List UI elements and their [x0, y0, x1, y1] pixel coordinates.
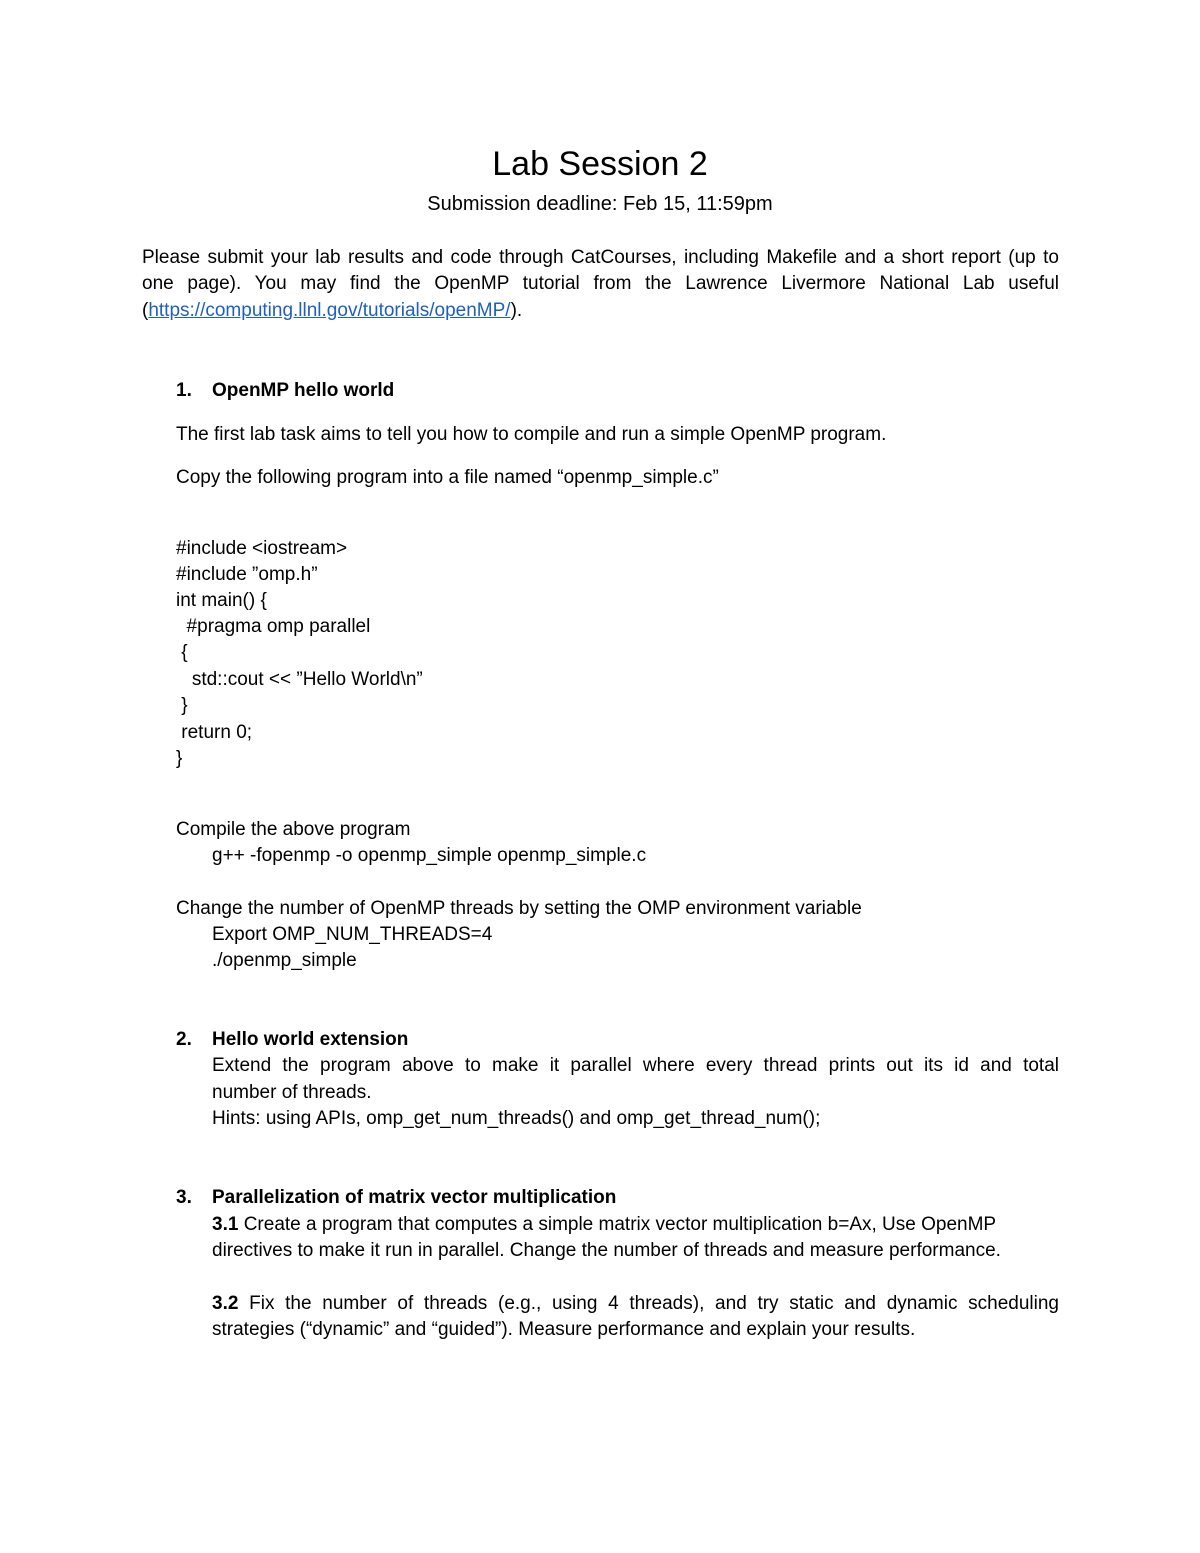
code-line: } — [176, 695, 188, 716]
page-title: Lab Session 2 — [492, 145, 708, 183]
code-line: #include <iostream> — [176, 538, 348, 559]
section-2-hints: Hints: using APIs, omp_get_num_threads() and omp_get_thread_num(); — [212, 1108, 821, 1129]
section-1-paragraph-2: Copy the following program into a file named “openmp_simple.c” — [176, 467, 719, 488]
section-1-number: 1. — [176, 380, 192, 401]
subsection-3-2-text: Fix the number of threads (e.g., using 4 threads), and try static and dynamic scheduling — [238, 1293, 1059, 1314]
code-line: { — [176, 642, 188, 663]
code-line: } — [176, 748, 183, 769]
intro-open-paren: ( — [142, 300, 149, 321]
section-1-heading: OpenMP hello world — [212, 380, 395, 401]
intro-line-3 — [142, 298, 522, 324]
compile-label: Compile the above program — [176, 819, 411, 840]
section-2-line-2: number of threads. — [212, 1082, 372, 1103]
code-line: #include ”omp.h” — [176, 564, 318, 585]
threads-command-export: Export OMP_NUM_THREADS=4 — [212, 924, 493, 945]
section-3-2-line-2: strategies (“dynamic” and “guided”). Measure performance and explain your results. — [212, 1319, 916, 1340]
section-3-2-line-1 — [212, 1291, 1059, 1317]
section-2-line-1: Extend the program above to make it parallel where every thread prints out its id and total — [212, 1055, 1059, 1076]
submission-deadline: Submission deadline: Feb 15, 11:59pm — [427, 193, 773, 215]
code-line: std::cout << ”Hello World\n” — [176, 669, 423, 690]
intro-close: ). — [510, 300, 523, 321]
subsection-3-1-text: Create a program that computes a simple matrix vector multiplication b=Ax, Use OpenMP — [238, 1214, 997, 1235]
subsection-3-2-label: 3.2 — [212, 1293, 239, 1314]
section-3-1-line-1 — [212, 1212, 996, 1238]
code-line: return 0; — [176, 722, 253, 743]
section-3-number: 3. — [176, 1187, 192, 1208]
section-3-heading: Parallelization of matrix vector multiplication — [212, 1187, 617, 1208]
section-3-1-line-2: directives to make it run in parallel. Change the number of threads and measure performance. — [212, 1240, 1001, 1261]
section-2-heading: Hello world extension — [212, 1029, 409, 1050]
compile-command: g++ -fopenmp -o openmp_simple openmp_simple.c — [212, 845, 647, 866]
subsection-3-1-label: 3.1 — [212, 1214, 239, 1235]
llnl-tutorial-link[interactable]: https://computing.llnl.gov/tutorials/openMP/ — [148, 300, 511, 321]
section-1-paragraph-1: The first lab task aims to tell you how to compile and run a simple OpenMP program. — [176, 424, 887, 445]
code-line: #pragma omp parallel — [176, 616, 371, 637]
intro-line-1: Please submit your lab results and code through CatCourses, including Makefile and a short report (up to — [142, 247, 1059, 268]
intro-line-2: one page). You may find the OpenMP tutorial from the Lawrence Livermore National Lab useful — [142, 273, 1059, 294]
threads-command-run: ./openmp_simple — [212, 950, 357, 971]
code-line: int main() { — [176, 590, 267, 611]
threads-label: Change the number of OpenMP threads by setting the OMP environment variable — [176, 898, 862, 919]
section-2-number: 2. — [176, 1029, 192, 1050]
